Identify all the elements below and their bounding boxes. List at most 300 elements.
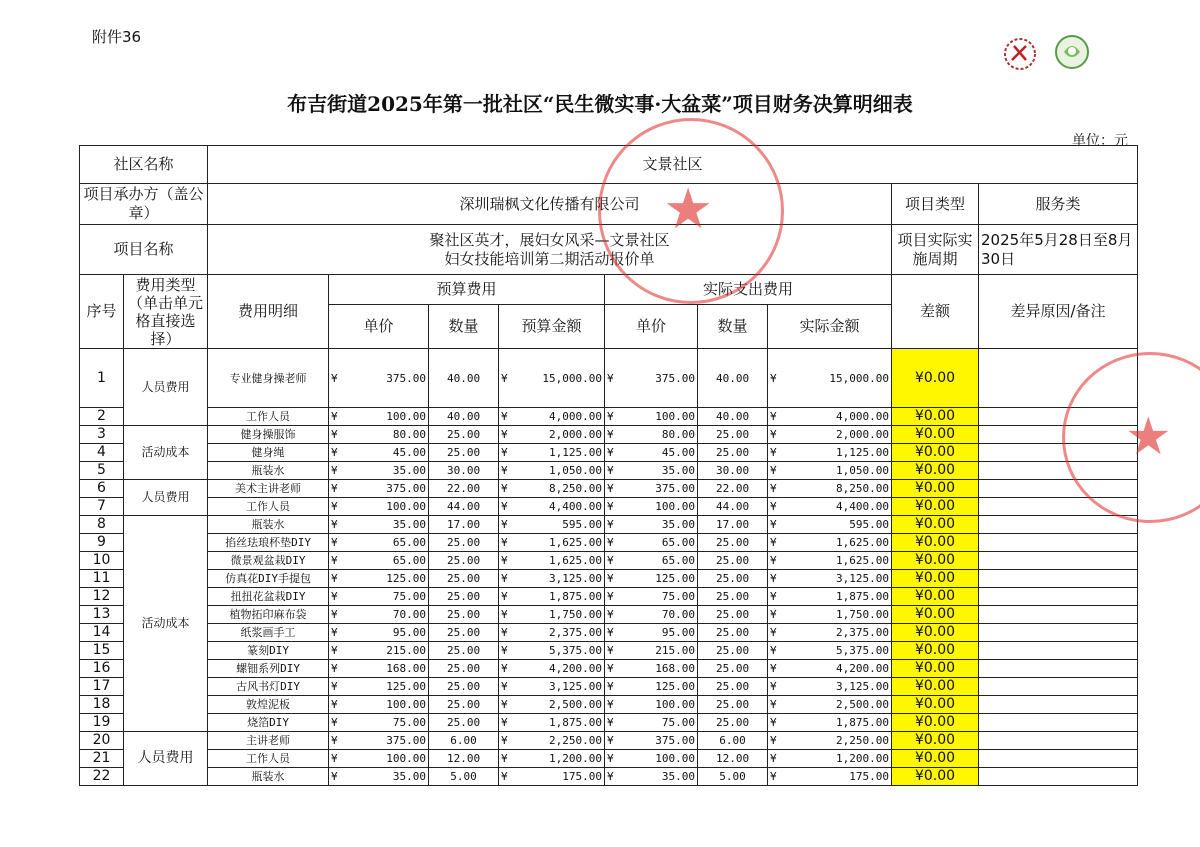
budget-amount-wrap [501,372,602,385]
actual-unit-price-value: 125.00 [655,680,696,693]
actual-quantity: 25.00 [698,426,768,444]
actual-amount [768,678,892,696]
budget-unit-price-value: 125.00 [386,572,427,585]
budget-unit-price-wrap [331,572,426,585]
budget-amount [499,498,605,516]
budget-unit-price [329,678,429,696]
budget-quantity: 40.00 [429,349,499,408]
budget-amount-wrap [501,752,602,765]
cost-item: 工作人员 [208,750,329,768]
actual-amount-wrap [770,482,889,495]
cost-type-cell[interactable]: 活动成本 [124,516,208,732]
currency-symbol: ¥ [607,662,614,675]
currency-symbol: ¥ [770,518,777,531]
budget-unit-price-value: 125.00 [386,680,427,693]
budget-quantity-header: 数量 [429,305,499,349]
actual-unit-price-wrap [607,464,695,477]
remark-cell[interactable] [979,516,1138,534]
budget-amount-wrap [501,590,602,603]
actual-amount-wrap [770,536,889,549]
row-number: 13 [80,606,124,624]
cost-type-cell[interactable]: 人员费用 [124,349,208,426]
currency-symbol: ¥ [331,500,338,513]
cost-type-cell[interactable]: 人员费用 [124,480,208,516]
budget-amount-header: 预算金额 [499,305,605,349]
actual-unit-price-value: 100.00 [655,752,696,765]
budget-unit-price-wrap [331,536,426,549]
budget-quantity: 25.00 [429,606,499,624]
actual-amount-value: 3,125.00 [836,680,890,693]
cost-item: 扭扭花盆栽DIY [208,588,329,606]
currency-symbol: ¥ [607,500,614,513]
actual-amount-wrap [770,428,889,441]
cost-item: 掐丝珐琅杯垫DIY [208,534,329,552]
row-number: 14 [80,624,124,642]
actual-amount-value: 1,200.00 [836,752,890,765]
currency-symbol: ¥ [501,572,508,585]
actual-quantity: 25.00 [698,642,768,660]
table-row [80,624,1138,642]
actual-amount-wrap [770,770,889,783]
remark-cell[interactable] [979,696,1138,714]
actual-unit-price [605,714,698,732]
actual-amount [768,516,892,534]
header-row-1 [80,275,1138,305]
budget-unit-price-wrap [331,752,426,765]
row-number: 22 [80,768,124,786]
budget-amount-wrap [501,698,602,711]
attachment-number: 附件36 [92,28,142,46]
actual-amount [768,750,892,768]
actual-unit-price [605,696,698,714]
currency-symbol: ¥ [770,554,777,567]
community-logo-icon [1056,36,1088,68]
currency-symbol: ¥ [607,680,614,693]
actual-amount [768,534,892,552]
actual-unit-price-wrap [607,572,695,585]
actual-amount-wrap [770,590,889,603]
table-row [80,516,1138,534]
actual-quantity: 6.00 [698,732,768,750]
currency-symbol: ¥ [607,626,614,639]
difference-cell: ¥0.00 [892,624,979,642]
project-type-value: 服务类 [979,184,1138,225]
remark-cell[interactable] [979,624,1138,642]
difference-cell: ¥0.00 [892,696,979,714]
currency-symbol: ¥ [331,644,338,657]
budget-unit-price-value: 70.00 [392,608,427,621]
remark-cell[interactable] [979,642,1138,660]
difference-cell: ¥0.00 [892,462,979,480]
actual-amount-wrap [770,698,889,711]
info-row-contractor [80,184,1138,225]
currency-symbol: ¥ [770,536,777,549]
info-row-community [80,146,1138,184]
actual-amount-wrap [770,626,889,639]
budget-amount-wrap [501,482,602,495]
difference-cell: ¥0.00 [892,606,979,624]
budget-unit-price-wrap [331,500,426,513]
actual-unit-price-wrap [607,716,695,729]
difference-cell: ¥0.00 [892,732,979,750]
budget-quantity: 25.00 [429,588,499,606]
actual-amount [768,768,892,786]
budget-amount [499,660,605,678]
currency-symbol: ¥ [501,662,508,675]
actual-amount [768,408,892,426]
actual-unit-price [605,462,698,480]
cost-item: 篆刻DIY [208,642,329,660]
row-number: 4 [80,444,124,462]
budget-quantity: 30.00 [429,462,499,480]
actual-unit-price-wrap [607,518,695,531]
budget-amount-value: 175.00 [562,770,603,783]
budget-unit-price-wrap [331,372,426,385]
currency-symbol: ¥ [607,752,614,765]
currency-symbol: ¥ [770,662,777,675]
budget-amount-value: 1,125.00 [549,446,603,459]
difference-cell: ¥0.00 [892,408,979,426]
actual-unit-price-wrap [607,662,695,675]
currency-symbol: ¥ [607,518,614,531]
remark-cell[interactable] [979,570,1138,588]
budget-amount-wrap [501,680,602,693]
actual-unit-price [605,408,698,426]
budget-unit-price [329,570,429,588]
budget-amount-value: 1,875.00 [549,590,603,603]
seal-star-icon: ★ [663,177,714,242]
actual-unit-price [605,624,698,642]
budget-amount-value: 1,625.00 [549,536,603,549]
budget-unit-price [329,480,429,498]
currency-symbol: ¥ [770,644,777,657]
difference-cell: ¥0.00 [892,516,979,534]
budget-unit-price [329,696,429,714]
budget-unit-price-wrap [331,428,426,441]
budget-amount [499,642,605,660]
actual-unit-price-value: 125.00 [655,572,696,585]
actual-unit-price-value: 375.00 [655,734,696,747]
budget-amount-value: 1,200.00 [549,752,603,765]
actual-amount [768,714,892,732]
budget-quantity: 25.00 [429,444,499,462]
currency-symbol: ¥ [501,536,508,549]
budget-amount-wrap [501,716,602,729]
actual-quantity: 25.00 [698,588,768,606]
currency-symbol: ¥ [607,572,614,585]
budget-amount-value: 1,875.00 [549,716,603,729]
actual-unit-price-value: 95.00 [661,626,696,639]
actual-unit-price-value: 75.00 [661,590,696,603]
difference-cell: ¥0.00 [892,480,979,498]
budget-unit-price-wrap [331,680,426,693]
budget-unit-price-value: 375.00 [386,734,427,747]
remark-cell[interactable] [979,349,1138,408]
budget-amount-value: 2,250.00 [549,734,603,747]
actual-amount-header: 实际金额 [768,305,892,349]
currency-symbol: ¥ [501,446,508,459]
currency-symbol: ¥ [331,608,338,621]
budget-unit-price-wrap [331,662,426,675]
currency-symbol: ¥ [607,446,614,459]
budget-quantity: 22.00 [429,480,499,498]
budget-unit-price-wrap [331,716,426,729]
currency-symbol: ¥ [501,608,508,621]
currency-symbol: ¥ [501,464,508,477]
budget-unit-price-wrap [331,410,426,423]
actual-amount-value: 1,625.00 [836,536,890,549]
row-number: 1 [80,349,124,408]
actual-amount-wrap [770,554,889,567]
actual-amount [768,480,892,498]
budget-unit-price [329,408,429,426]
remark-cell[interactable] [979,678,1138,696]
cost-item: 微景观盆栽DIY [208,552,329,570]
cost-item: 主讲老师 [208,732,329,750]
budget-quantity: 44.00 [429,498,499,516]
currency-symbol: ¥ [331,410,338,423]
actual-unit-price-value: 45.00 [661,446,696,459]
cost-item: 健身绳 [208,444,329,462]
actual-quantity: 5.00 [698,768,768,786]
remark-cell[interactable] [979,732,1138,750]
cost-type-cell[interactable]: 人员费用 [124,732,208,786]
actual-amount [768,642,892,660]
actual-amount [768,606,892,624]
logos [1000,32,1100,76]
actual-amount [768,588,892,606]
actual-quantity: 44.00 [698,498,768,516]
actual-amount [768,624,892,642]
budget-unit-price-value: 100.00 [386,752,427,765]
budget-quantity: 40.00 [429,408,499,426]
table-row [80,534,1138,552]
budget-amount-wrap [501,446,602,459]
budget-amount [499,588,605,606]
currency-symbol: ¥ [501,590,508,603]
remark-cell[interactable] [979,534,1138,552]
cost-type-cell[interactable]: 活动成本 [124,426,208,480]
row-number: 5 [80,462,124,480]
actual-unit-price-value: 100.00 [655,410,696,423]
remark-cell[interactable] [979,660,1138,678]
currency-symbol: ¥ [331,482,338,495]
budget-amount-value: 4,400.00 [549,500,603,513]
actual-unit-price-value: 215.00 [655,644,696,657]
currency-symbol: ¥ [331,518,338,531]
budget-quantity: 12.00 [429,750,499,768]
difference-cell: ¥0.00 [892,750,979,768]
actual-amount-value: 2,500.00 [836,698,890,711]
actual-amount [768,696,892,714]
actual-amount [768,660,892,678]
budget-amount-wrap [501,734,602,747]
budget-unit-price-wrap [331,698,426,711]
budget-unit-price-value: 80.00 [392,428,427,441]
currency-symbol: ¥ [501,644,508,657]
actual-unit-price [605,552,698,570]
remark-cell[interactable] [979,552,1138,570]
info-row-project [80,225,1138,275]
budget-unit-price-wrap [331,464,426,477]
budget-amount [499,768,605,786]
actual-unit-price-wrap [607,536,695,549]
table-row [80,426,1138,444]
budget-unit-price-wrap [331,626,426,639]
difference-cell: ¥0.00 [892,714,979,732]
actual-unit-price-value: 375.00 [655,482,696,495]
remark-cell[interactable] [979,462,1138,480]
budget-quantity: 25.00 [429,642,499,660]
actual-unit-price [605,426,698,444]
difference-cell: ¥0.00 [892,498,979,516]
currency-symbol: ¥ [331,662,338,675]
actual-unit-price-wrap [607,698,695,711]
remark-cell[interactable] [979,606,1138,624]
budget-quantity: 25.00 [429,696,499,714]
currency-symbol: ¥ [501,428,508,441]
table-row [80,768,1138,786]
diff-header: 差额 [892,275,979,349]
currency-symbol: ¥ [607,770,614,783]
remark-cell[interactable] [979,480,1138,498]
budget-quantity: 25.00 [429,534,499,552]
difference-cell: ¥0.00 [892,570,979,588]
actual-quantity: 40.00 [698,349,768,408]
difference-cell: ¥0.00 [892,678,979,696]
actual-amount-value: 1,875.00 [836,590,890,603]
period-value: 2025年5月28日至8月30日 [979,225,1138,275]
budget-amount-wrap [501,500,602,513]
budget-amount [499,678,605,696]
row-number: 12 [80,588,124,606]
cost-item: 健身操服饰 [208,426,329,444]
budget-amount-value: 1,625.00 [549,554,603,567]
actual-unit-price [605,660,698,678]
actual-unit-price-wrap [607,770,695,783]
actual-amount-value: 2,375.00 [836,626,890,639]
remark-cell[interactable] [979,426,1138,444]
budget-unit-price-value: 75.00 [392,590,427,603]
table-row [80,696,1138,714]
currency-symbol: ¥ [331,371,338,385]
currency-symbol: ¥ [770,752,777,765]
budget-amount-value: 15,000.00 [542,371,603,385]
currency-symbol: ¥ [331,464,338,477]
table-row [80,570,1138,588]
budget-unit-price-wrap [331,518,426,531]
actual-unit-price [605,570,698,588]
actual-unit-price-wrap [607,626,695,639]
currency-symbol: ¥ [607,536,614,549]
currency-symbol: ¥ [331,752,338,765]
row-number: 20 [80,732,124,750]
budget-amount-value: 595.00 [562,518,603,531]
currency-symbol: ¥ [607,734,614,747]
reason-header: 差异原因/备注 [979,275,1138,349]
actual-unit-price [605,606,698,624]
party-emblem-icon [1005,39,1035,69]
currency-symbol: ¥ [331,536,338,549]
budget-amount-value: 8,250.00 [549,482,603,495]
table-row [80,660,1138,678]
remark-cell[interactable] [979,750,1138,768]
remark-cell[interactable] [979,408,1138,426]
actual-unit-price-wrap [607,372,695,385]
budget-amount [499,426,605,444]
difference-cell: ¥0.00 [892,588,979,606]
table-row [80,408,1138,426]
budget-unit-price-value: 100.00 [386,698,427,711]
table-row [80,642,1138,660]
actual-amount-value: 1,750.00 [836,608,890,621]
contractor-label: 项目承办方（盖公章） [80,184,208,225]
budget-quantity: 25.00 [429,714,499,732]
actual-unit-price-wrap [607,752,695,765]
actual-amount [768,732,892,750]
budget-unit-price-wrap [331,644,426,657]
budget-unit-price-wrap [331,770,426,783]
actual-amount [768,570,892,588]
budget-amount [499,516,605,534]
budget-unit-price-value: 65.00 [392,536,427,549]
actual-quantity: 25.00 [698,606,768,624]
actual-amount-value: 1,125.00 [836,446,890,459]
table-row [80,444,1138,462]
budget-unit-price-value: 45.00 [392,446,427,459]
project-name-value [208,225,892,275]
actual-amount [768,349,892,408]
actual-unit-price-header: 单价 [605,305,698,349]
actual-unit-price-wrap [607,644,695,657]
budget-amount-value: 3,125.00 [549,680,603,693]
currency-symbol: ¥ [770,500,777,513]
actual-unit-price-wrap [607,554,695,567]
cost-item: 瓶装水 [208,462,329,480]
actual-unit-price [605,444,698,462]
budget-unit-price-wrap [331,608,426,621]
budget-unit-price-value: 100.00 [386,410,427,423]
table-row [80,750,1138,768]
budget-amount [499,624,605,642]
budget-amount-wrap [501,644,602,657]
row-number: 11 [80,570,124,588]
actual-unit-price [605,768,698,786]
budget-unit-price-value: 215.00 [386,644,427,657]
budget-amount-wrap [501,770,602,783]
remark-cell[interactable] [979,714,1138,732]
row-number: 9 [80,534,124,552]
budget-unit-price [329,462,429,480]
budget-unit-price [329,349,429,408]
seq-header: 序号 [80,275,124,349]
remark-cell[interactable] [979,498,1138,516]
row-number: 21 [80,750,124,768]
budget-quantity: 25.00 [429,426,499,444]
budget-unit-price [329,498,429,516]
budget-amount-value: 4,000.00 [549,410,603,423]
actual-unit-price [605,516,698,534]
actual-quantity: 25.00 [698,714,768,732]
budget-unit-price-value: 375.00 [386,371,427,385]
remark-cell[interactable] [979,588,1138,606]
remark-cell[interactable] [979,444,1138,462]
actual-unit-price-wrap [607,608,695,621]
row-number: 18 [80,696,124,714]
budget-quantity: 25.00 [429,624,499,642]
actual-unit-price-wrap [607,410,695,423]
remark-cell[interactable] [979,768,1138,786]
